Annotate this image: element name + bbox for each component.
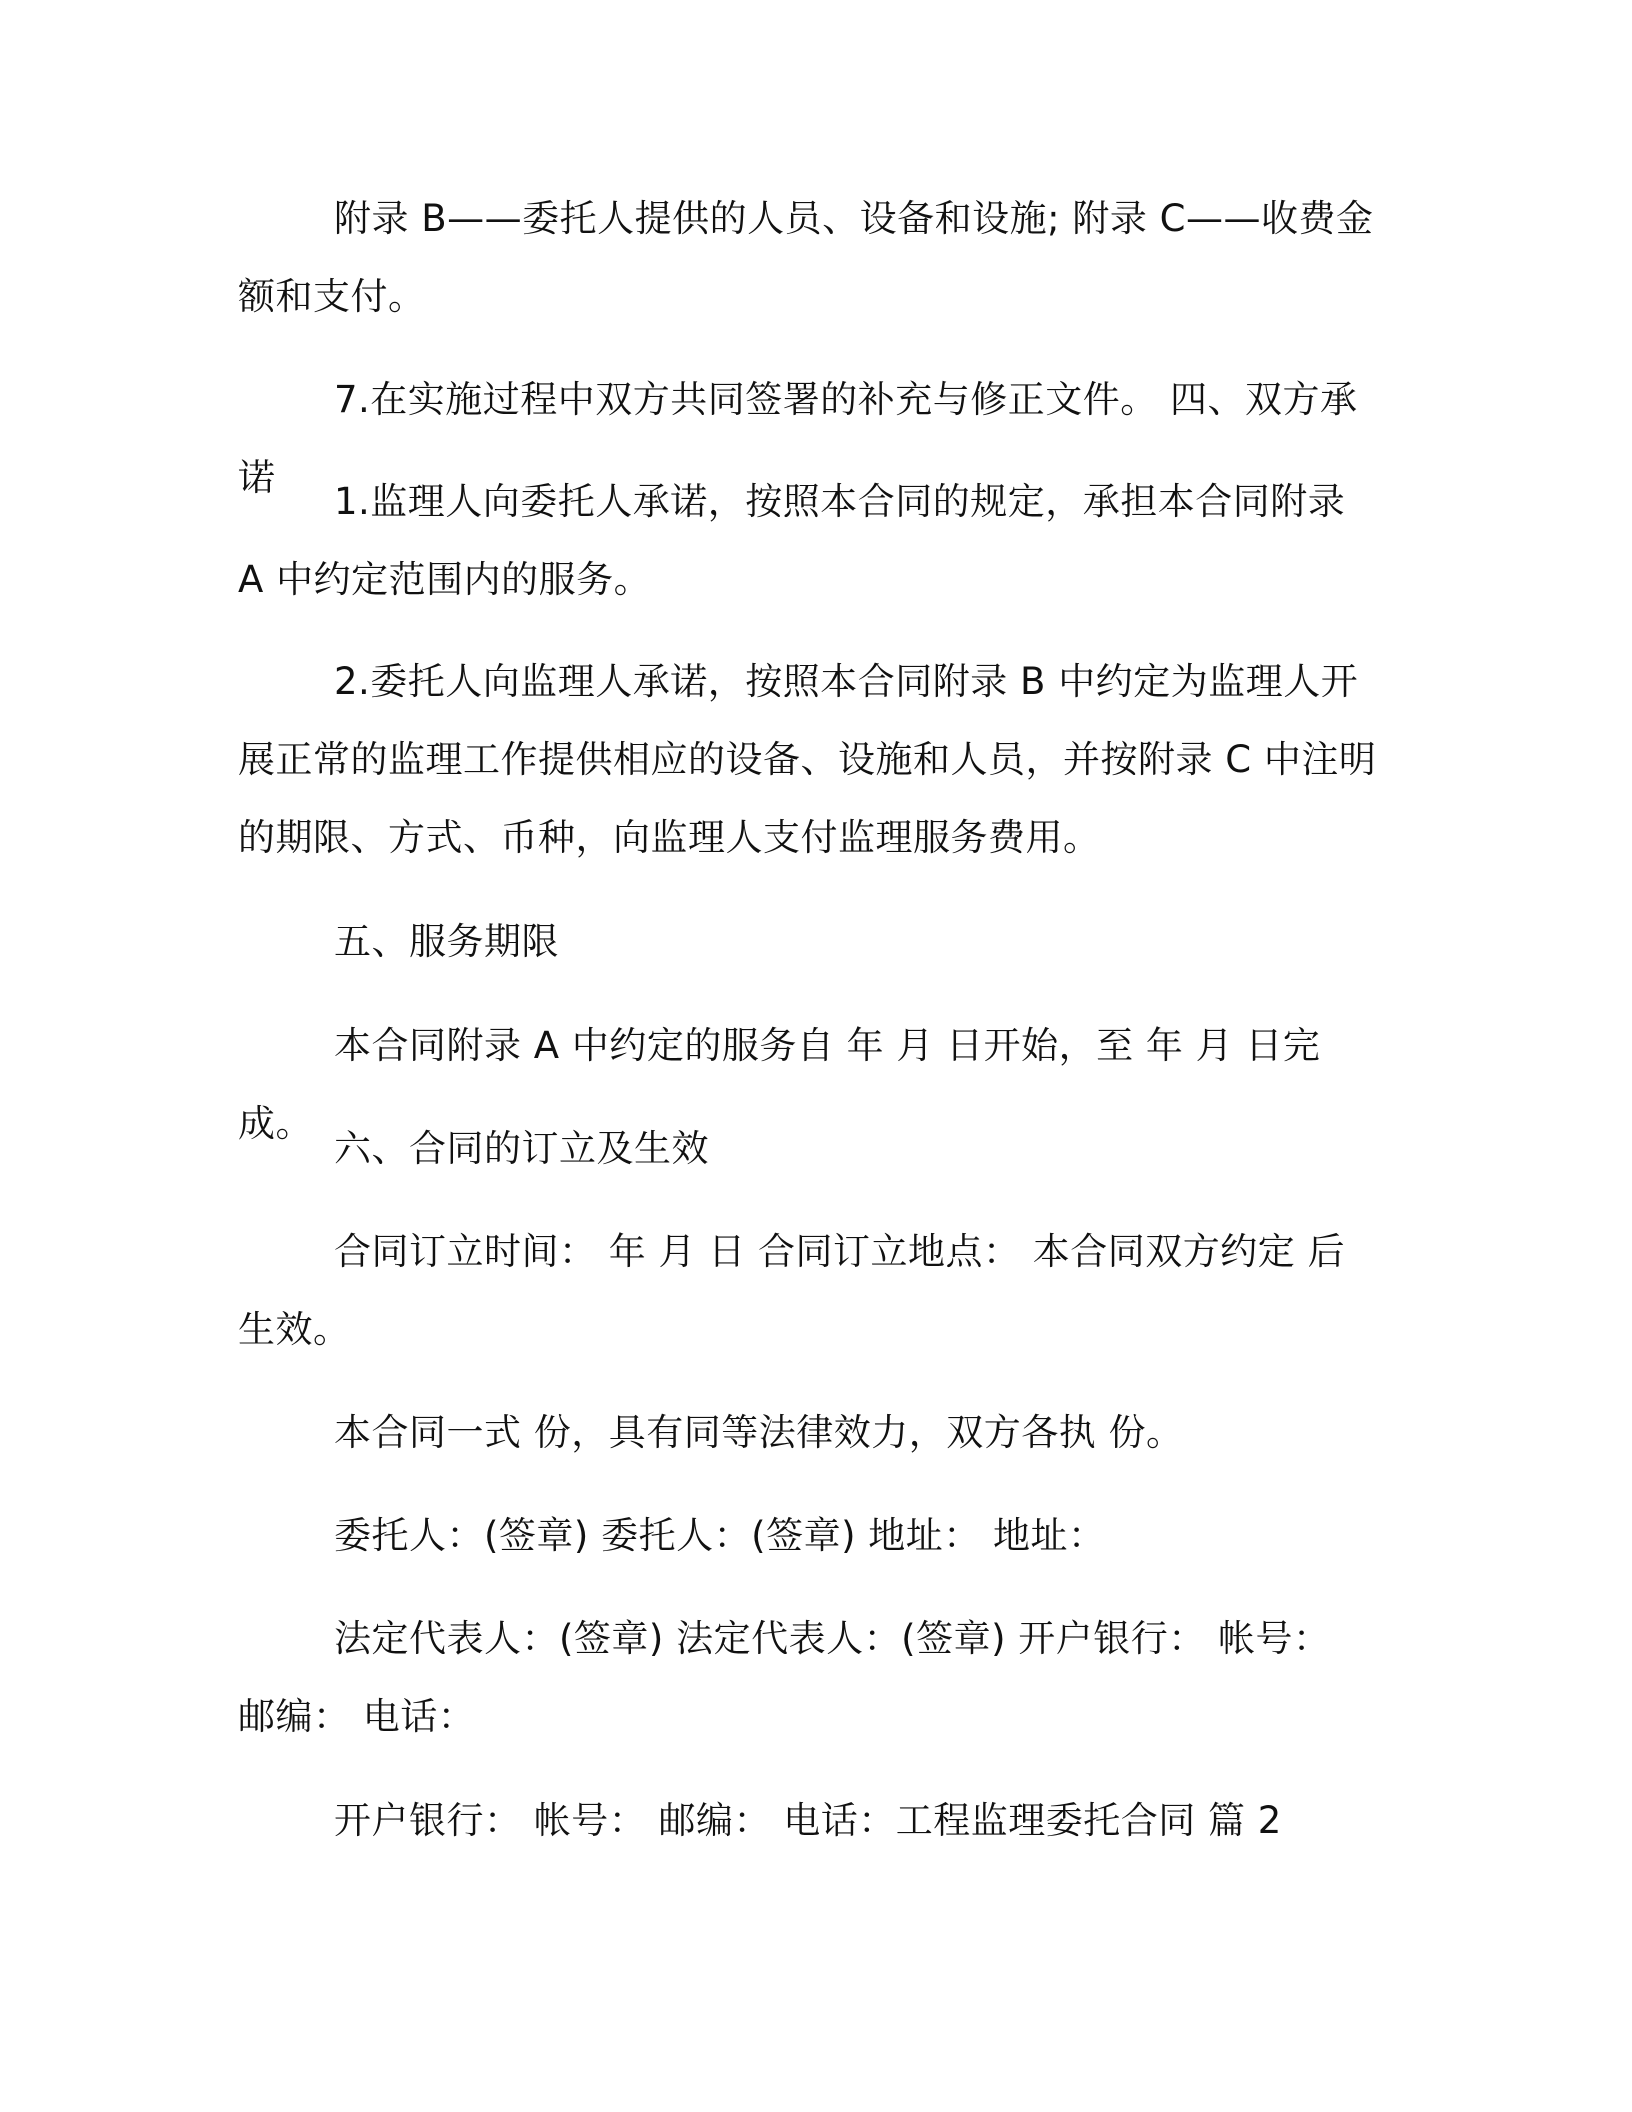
paragraph-client-signature: 委托人：(签章) 委托人：(签章) 地址： 地址：	[334, 1514, 1106, 1557]
paragraph-commitment-2: 2.委托人向监理人承诺，按照本合同附录 B 中约定为监理人开展正常的监理工作提供相应的设备、设施和人员，并按附录 C 中注明的期限、方式、币种，向监理人支付监理服务费用。	[238, 660, 1377, 859]
heading-contract-effect: 六、合同的订立及生效	[334, 1127, 709, 1170]
paragraph-commitment-1: 1.监理人向委托人承诺，按照本合同的规定，承担本合同附录 A 中约定范围内的服务。	[238, 480, 1346, 601]
paragraph-signing-info: 合同订立时间： 年 月 日 合同订立地点： 本合同双方约定 后生效。	[238, 1230, 1346, 1351]
paragraph-item-7: 7.在实施过程中双方共同签署的补充与修正文件。 四、双方承诺	[238, 378, 1358, 499]
paragraph-bank-info: 开户银行： 帐号： 邮编： 电话：工程监理委托合同 篇 2	[334, 1799, 1282, 1842]
paragraph-appendix-b-c: 附录 B——委托人提供的人员、设备和设施; 附录 C——收费金额和支付。	[238, 197, 1374, 318]
paragraph-service-period: 本合同附录 A 中约定的服务自 年 月 日开始，至 年 月 日完成。	[238, 1024, 1321, 1145]
heading-service-period: 五、服务期限	[334, 920, 559, 963]
paragraph-legal-rep: 法定代表人：(签章) 法定代表人：(签章) 开户银行： 帐号： 邮编： 电话：	[238, 1617, 1331, 1738]
paragraph-copies: 本合同一式 份，具有同等法律效力，双方各执 份。	[334, 1411, 1184, 1454]
